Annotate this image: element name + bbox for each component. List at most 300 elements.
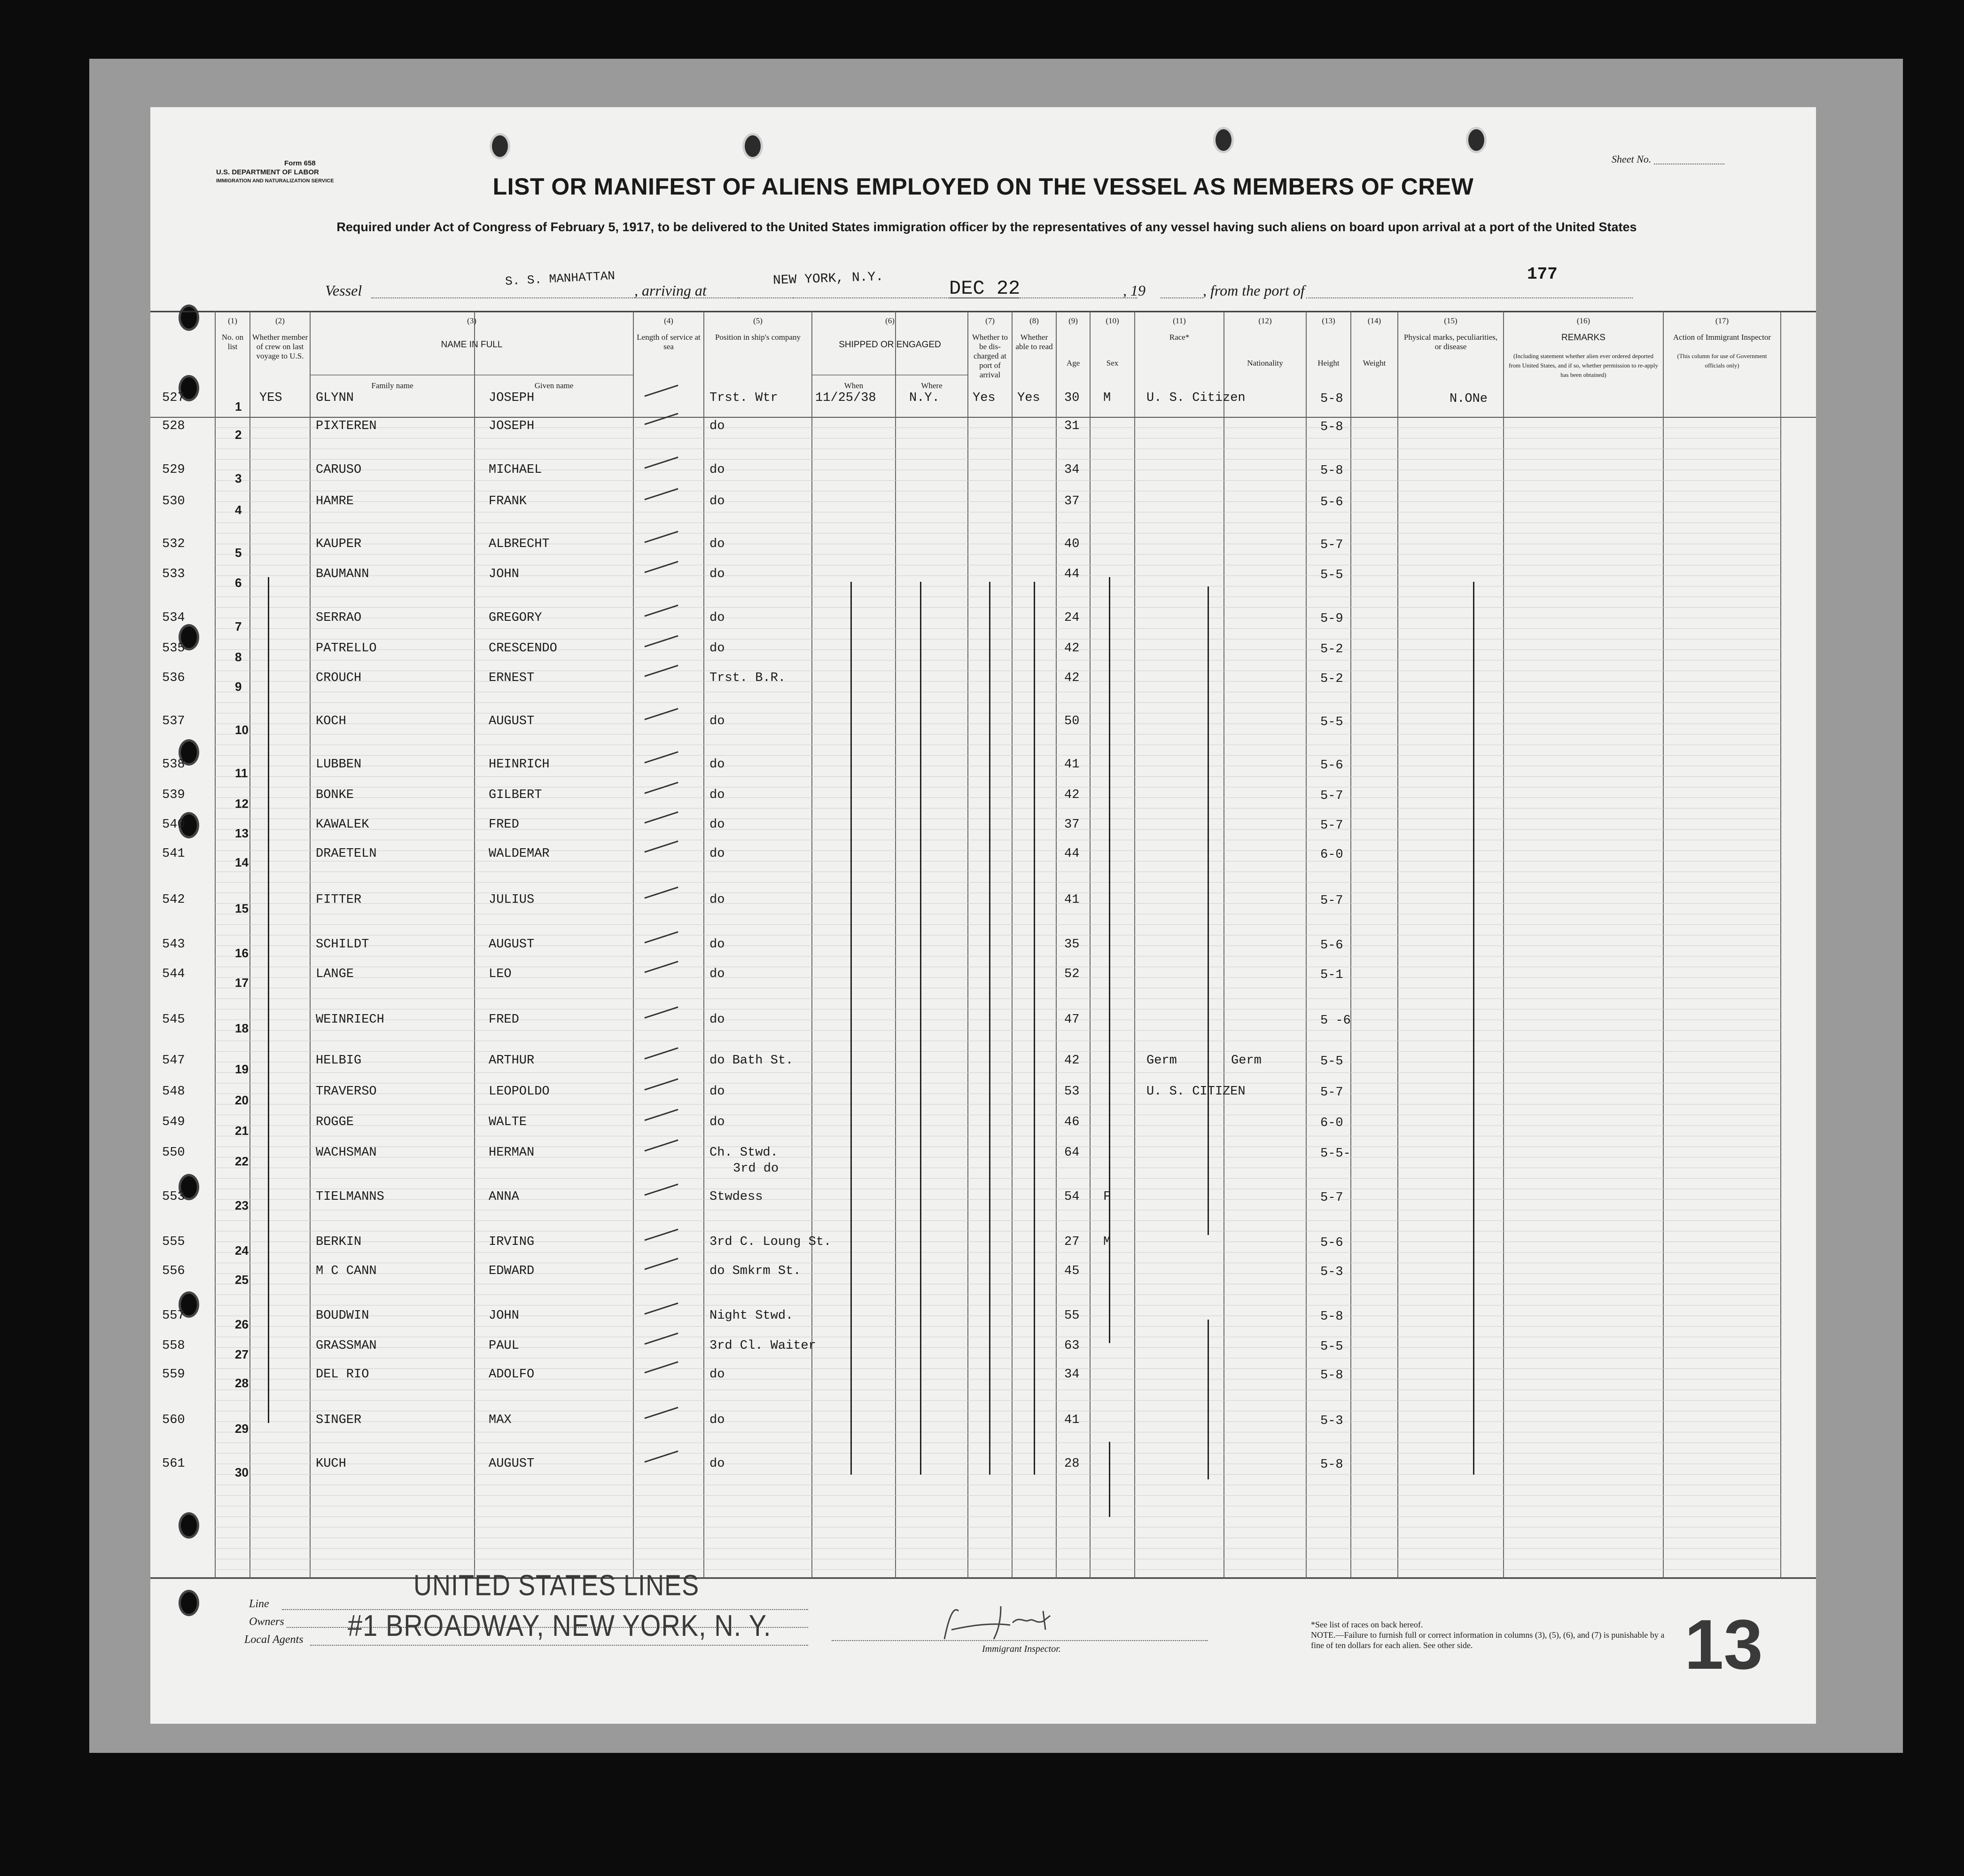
row-number: 20: [235, 1093, 249, 1107]
family-name: GRASSMAN: [316, 1339, 377, 1353]
service-tick-mark: [644, 635, 678, 647]
manifest-sheet: [150, 107, 1816, 1724]
service-name: IMMIGRATION AND NATURALIZATION SERVICE: [216, 178, 334, 184]
vessel-name: S. S. MANHATTAN: [505, 268, 616, 289]
age: 47: [1064, 1013, 1080, 1027]
row-number: 3: [235, 471, 242, 485]
height: 5-5: [1320, 568, 1343, 582]
height: 5-5: [1320, 1055, 1343, 1069]
given-name: JOSEPH: [489, 419, 535, 433]
inspector-label: Immigrant Inspector.: [982, 1644, 1061, 1654]
ship-position: do: [709, 847, 725, 861]
ditto-line: [268, 577, 269, 1423]
column-header: Whether to be dis-charged at port of arrival: [972, 333, 1008, 379]
list-serial-number: 534: [162, 611, 185, 625]
age: 52: [1064, 967, 1080, 981]
ship-position: do: [709, 1115, 725, 1129]
height: 5-6: [1320, 938, 1343, 953]
given-name: GREGORY: [489, 611, 542, 625]
column-header: Whether able to read: [1015, 333, 1053, 351]
height: 5-2: [1320, 642, 1343, 657]
family-name: CARUSO: [316, 463, 362, 477]
family-name: M C CANN: [316, 1264, 377, 1278]
given-name: MICHAEL: [489, 463, 542, 477]
family-name: HELBIG: [316, 1054, 362, 1068]
column-number: (10): [1106, 316, 1119, 325]
column-header: Physical marks, peculiarities, or disease: [1403, 333, 1498, 351]
given-name: FRANK: [489, 494, 527, 508]
ship-position: do: [709, 567, 725, 581]
ship-position: do Bath St.: [709, 1054, 794, 1068]
given-name: WALTE: [489, 1115, 527, 1129]
inspector-field: [832, 1640, 1208, 1641]
list-serial-number: 535: [162, 641, 185, 656]
given-name: FRED: [489, 818, 519, 832]
service-tick-mark: [644, 531, 678, 543]
list-serial-number: 541: [162, 847, 185, 861]
service-tick-mark: [644, 1258, 678, 1270]
family-name: ROGGE: [316, 1115, 354, 1129]
service-tick-mark: [644, 708, 678, 720]
row-number: 22: [235, 1154, 249, 1168]
age: 27: [1064, 1235, 1080, 1249]
family-name: PATRELLO: [316, 641, 377, 656]
given-name: ERNEST: [489, 671, 535, 685]
family-name: HAMRE: [316, 494, 354, 508]
family-name: KAWALEK: [316, 818, 369, 832]
family-name: LUBBEN: [316, 758, 362, 772]
row-number: 27: [235, 1347, 249, 1361]
ditto-line: [920, 582, 921, 1475]
column-header: NAME IN FULL: [441, 340, 503, 350]
row-number: 14: [235, 855, 249, 869]
column-subheader: Where: [921, 381, 943, 390]
service-tick-mark: [644, 1006, 678, 1018]
service-tick-mark: [644, 604, 678, 617]
height: 5-7: [1320, 538, 1343, 552]
family-name: SINGER: [316, 1413, 362, 1427]
age: 54: [1064, 1190, 1080, 1204]
height: 5-5-: [1320, 1147, 1351, 1161]
ditto-line: [1034, 582, 1035, 1475]
family-name: DEL RIO: [316, 1368, 369, 1382]
ditto-line: [989, 582, 990, 1475]
nationality: Germ: [1231, 1054, 1262, 1068]
service-tick-mark: [644, 456, 678, 469]
row-number: 7: [235, 619, 242, 633]
list-serial-number: 545: [162, 1013, 185, 1027]
age: 41: [1064, 1413, 1080, 1427]
vessel-label: Vessel: [325, 282, 362, 299]
ship-position: do: [709, 1368, 725, 1382]
department-name: U.S. DEPARTMENT OF LABOR: [216, 168, 319, 176]
ditto-line: [1208, 1320, 1209, 1479]
row-number: 4: [235, 503, 242, 517]
list-serial-number: 544: [162, 967, 185, 981]
list-serial-number: 529: [162, 463, 185, 477]
service-tick-mark: [644, 931, 678, 943]
column-header: Weight: [1363, 359, 1386, 367]
height: 5-9: [1320, 612, 1343, 626]
height: 5-7: [1320, 819, 1343, 833]
given-name: IRVING: [489, 1235, 535, 1249]
ship-position: do: [709, 818, 725, 832]
penalty-note: NOTE.—Failure to furnish full or correct information in columns (3), (5), (6), and (7) is punishable by a fine of ten dollars for each alien. See other side.: [1311, 1630, 1665, 1650]
age: 46: [1064, 1115, 1080, 1129]
list-serial-number: 543: [162, 938, 185, 952]
column-number: (16): [1576, 316, 1590, 325]
family-name: DRAETELN: [316, 847, 377, 861]
column-header: Action of Immigrant Inspector: [1673, 333, 1771, 342]
ditto-line: [1473, 582, 1474, 1475]
height: 5-8: [1320, 420, 1343, 434]
height: 5-8: [1320, 1458, 1343, 1472]
ship-position: do: [709, 893, 725, 907]
row-number: 17: [235, 976, 249, 990]
ship-position: Night Stwd.: [709, 1309, 794, 1323]
height: 5-5: [1320, 715, 1343, 729]
list-serial-number: 532: [162, 537, 185, 551]
column-number: (1): [228, 316, 237, 325]
family-name: CROUCH: [316, 671, 362, 685]
age: 42: [1064, 641, 1080, 656]
races-note: *See list of races on back hereof.: [1311, 1620, 1423, 1629]
column-number: (9): [1068, 316, 1078, 325]
family-name: FITTER: [316, 893, 362, 907]
column-number: (12): [1258, 316, 1272, 325]
crew-last-voyage: YES: [259, 391, 282, 405]
list-serial-number: 540: [162, 818, 185, 832]
service-tick-mark: [644, 488, 678, 500]
age: 63: [1064, 1339, 1080, 1353]
arriving-label: , arriving at: [634, 282, 707, 299]
row-number: 28: [235, 1376, 249, 1390]
column-number: (7): [985, 316, 995, 325]
given-name: PAUL: [489, 1339, 519, 1353]
row-number: 23: [235, 1198, 249, 1212]
list-serial-number: 549: [162, 1115, 185, 1129]
age: 34: [1064, 463, 1080, 477]
age: 53: [1064, 1085, 1080, 1099]
column-header: Length of service at sea: [637, 333, 701, 351]
ship-position: do: [709, 714, 725, 728]
from-port-label: , from the port of: [1203, 282, 1305, 299]
ditto-line: [1109, 1442, 1110, 1517]
given-name: JULIUS: [489, 893, 535, 907]
ship-position: do: [709, 1013, 725, 1027]
age: 64: [1064, 1146, 1080, 1160]
ditto-line: [850, 582, 852, 1475]
row-number: 11: [235, 766, 248, 780]
row-number: 12: [235, 797, 249, 811]
given-name: HERMAN: [489, 1146, 535, 1160]
ship-position: Stwdess: [709, 1190, 763, 1204]
row-number: 30: [235, 1465, 249, 1479]
ship-position: do: [709, 537, 725, 551]
list-serial-number: 530: [162, 494, 185, 508]
punch-hole: [1466, 127, 1487, 153]
service-tick-mark: [644, 1047, 678, 1059]
ship-position: do: [709, 419, 725, 433]
list-serial-number: 537: [162, 714, 185, 728]
row-number: 13: [235, 826, 249, 840]
family-name: KUCH: [316, 1457, 346, 1471]
age: 42: [1064, 671, 1080, 685]
row-number: 21: [235, 1124, 249, 1138]
ship-position: do Smkrm St.: [709, 1264, 801, 1278]
age: 40: [1064, 537, 1080, 551]
physical-marks: N.ONe: [1450, 392, 1488, 406]
race: Germ: [1146, 1054, 1177, 1068]
ship-position: 3rd C. Loung St.: [709, 1235, 832, 1249]
ship-position: Trst. B.R.: [709, 671, 786, 685]
line-stamp: UNITED STATES LINES: [413, 1569, 700, 1602]
sheet-no-label: Sheet No.: [1612, 153, 1652, 165]
list-serial-number: 559: [162, 1368, 185, 1382]
list-serial-number: 558: [162, 1339, 185, 1353]
column-header: REMARKS: [1561, 333, 1605, 343]
ship-position: Ch. Stwd.: [709, 1146, 778, 1160]
height: 5-8: [1320, 464, 1343, 478]
age: 37: [1064, 494, 1080, 508]
given-name: ARTHUR: [489, 1054, 535, 1068]
age: 44: [1064, 847, 1080, 861]
from-port-value: 177: [1527, 265, 1558, 284]
column-number: (6): [885, 316, 895, 325]
family-name: BOUDWIN: [316, 1309, 369, 1323]
shipped-where: N.Y.: [909, 391, 940, 405]
list-serial-number: 533: [162, 567, 185, 581]
ship-position: 3rd Cl. Waiter: [709, 1339, 816, 1353]
column-header: Sex: [1106, 359, 1119, 367]
family-name: WACHSMAN: [316, 1146, 377, 1160]
family-name: KOCH: [316, 714, 346, 728]
column-header: Age: [1066, 359, 1080, 367]
given-name: CRESCENDO: [489, 641, 557, 656]
height: 5-8: [1320, 1310, 1343, 1324]
service-tick-mark: [644, 751, 678, 763]
punch-hole: [742, 133, 763, 159]
column-number: (4): [664, 316, 673, 325]
local-agents-label: Local Agents: [244, 1634, 304, 1646]
punch-hole: [1213, 127, 1234, 153]
given-name: JOHN: [489, 567, 519, 581]
list-serial-number: 555: [162, 1235, 185, 1249]
column-header: Nationality: [1247, 359, 1283, 367]
age: 42: [1064, 1054, 1080, 1068]
height: 5-8: [1320, 392, 1343, 406]
row-number: 9: [235, 680, 242, 694]
row-number: 15: [235, 901, 249, 915]
punch-hole: [179, 1512, 199, 1539]
service-tick-mark: [644, 782, 678, 794]
height: 5-8: [1320, 1368, 1343, 1383]
family-name: KAUPER: [316, 537, 362, 551]
row-number: 16: [235, 946, 249, 960]
row-number: 5: [235, 546, 242, 560]
row-number: 26: [235, 1317, 249, 1331]
list-serial-number: 550: [162, 1146, 185, 1160]
local-agents-field: [310, 1645, 808, 1646]
service-tick-mark: [644, 1407, 678, 1419]
given-name: AUGUST: [489, 714, 535, 728]
given-name: GILBERT: [489, 788, 542, 802]
service-tick-mark: [644, 1361, 678, 1373]
service-tick-mark: [644, 840, 678, 852]
given-name: ADOLFO: [489, 1368, 535, 1382]
age: 55: [1064, 1309, 1080, 1323]
given-name: EDWARD: [489, 1264, 535, 1278]
ship-position: do: [709, 1413, 725, 1427]
age: 45: [1064, 1264, 1080, 1278]
age: 34: [1064, 1368, 1080, 1382]
age: 28: [1064, 1457, 1080, 1471]
ship-position-line2: 3rd do: [733, 1162, 779, 1176]
owners-label: Owners: [249, 1616, 284, 1628]
age: 44: [1064, 567, 1080, 581]
row-number: 25: [235, 1273, 249, 1287]
service-tick-mark: [644, 1450, 678, 1462]
list-serial-number: 556: [162, 1264, 185, 1278]
service-tick-mark: [644, 811, 678, 823]
from-port-field-line: [1306, 297, 1633, 298]
height: 6-0: [1320, 848, 1343, 862]
line-label: Line: [249, 1598, 269, 1610]
height: 5-6: [1320, 1236, 1343, 1250]
height: 5 -6: [1320, 1014, 1351, 1028]
column-number: (17): [1715, 316, 1729, 325]
height: 5-3: [1320, 1265, 1343, 1279]
list-serial-number: 536: [162, 671, 185, 685]
list-serial-number: 527: [162, 391, 185, 405]
sheet-number-stamp: 13: [1684, 1605, 1763, 1684]
sex: M: [1103, 1235, 1111, 1249]
ship-position: do: [709, 1457, 725, 1471]
column-header: Height: [1317, 359, 1340, 367]
age: 24: [1064, 611, 1080, 625]
ship-position: do: [709, 758, 725, 772]
given-name: AUGUST: [489, 1457, 535, 1471]
row-number: 1: [235, 399, 242, 414]
column-header: Whether member of crew on last voyage to U.S.: [252, 333, 308, 360]
page-title: LIST OR MANIFEST OF ALIENS EMPLOYED ON THE VESSEL AS MEMBERS OF CREW: [492, 173, 1474, 200]
race: U. S. CITIZEN: [1146, 1085, 1246, 1099]
service-tick-mark: [644, 886, 678, 899]
age: 35: [1064, 938, 1080, 952]
age: 37: [1064, 818, 1080, 832]
row-number: 29: [235, 1422, 249, 1436]
service-tick-mark: [644, 1078, 678, 1090]
column-number: (13): [1322, 316, 1335, 325]
height: 6-0: [1320, 1116, 1343, 1130]
year-label: , 19: [1123, 282, 1146, 299]
ship-position: do: [709, 788, 725, 802]
row-number: 19: [235, 1062, 249, 1076]
column-header: Position in ship's company: [715, 333, 801, 342]
service-tick-mark: [644, 1109, 678, 1121]
service-tick-mark: [644, 1183, 678, 1196]
service-tick-mark: [644, 1302, 678, 1314]
given-name: WALDEMAR: [489, 847, 550, 861]
ship-position: do: [709, 463, 725, 477]
footer: [150, 1569, 1816, 1728]
list-serial-number: 560: [162, 1413, 185, 1427]
family-name: TRAVERSO: [316, 1085, 377, 1099]
ship-position: do: [709, 611, 725, 625]
list-serial-number: 548: [162, 1085, 185, 1099]
given-name: JOHN: [489, 1309, 519, 1323]
row-number: 8: [235, 650, 242, 664]
row-number: 2: [235, 428, 242, 442]
ship-position: do: [709, 494, 725, 508]
age: 50: [1064, 714, 1080, 728]
family-name: GLYNN: [316, 391, 354, 405]
family-name: BONKE: [316, 788, 354, 802]
row-number: 24: [235, 1243, 249, 1258]
height: 5-1: [1320, 968, 1343, 982]
row-number: 6: [235, 576, 242, 590]
column-number: (15): [1444, 316, 1457, 325]
column-number: (8): [1029, 316, 1039, 325]
column-number: (5): [753, 316, 763, 325]
shipped-when: 11/25/38: [815, 391, 876, 405]
family-name: LANGE: [316, 967, 354, 981]
given-name: AUGUST: [489, 938, 535, 952]
arriving-port: NEW YORK, N.Y.: [772, 269, 884, 289]
discharged-at-port: Yes: [973, 391, 996, 405]
given-name: LEO: [489, 967, 512, 981]
given-name: JOSEPH: [489, 391, 535, 405]
given-name: LEOPOLDO: [489, 1085, 550, 1099]
height: 5-6: [1320, 758, 1343, 773]
service-tick-mark: [644, 561, 678, 573]
ship-position: do: [709, 1085, 725, 1099]
page-subtitle: Required under Act of Congress of February 5, 1917, to be delivered to the United States immigration officer by the representatives of any vessel having such aliens on board upon arrival at a port of the United States: [336, 220, 1637, 234]
vessel-field-line: [371, 297, 794, 298]
column-subheader: Given name: [534, 381, 574, 390]
race: U. S. Citizen: [1146, 391, 1246, 405]
given-name: FRED: [489, 1013, 519, 1027]
height: 5-7: [1320, 789, 1343, 803]
list-serial-number: 539: [162, 788, 185, 802]
column-header: SHIPPED OR ENGAGED: [839, 340, 941, 350]
column-number: (14): [1367, 316, 1381, 325]
ditto-line: [1109, 577, 1110, 1343]
age: 31: [1064, 419, 1080, 433]
family-name: BERKIN: [316, 1235, 362, 1249]
service-tick-mark: [644, 1139, 678, 1151]
height: 5-7: [1320, 894, 1343, 908]
list-serial-number: 557: [162, 1309, 185, 1323]
column-number: (2): [275, 316, 285, 325]
ship-position: Trst. Wtr: [709, 391, 778, 405]
height: 5-7: [1320, 1086, 1343, 1100]
date-field-line: [949, 297, 1137, 298]
column-subheader: When: [844, 381, 864, 390]
age: 42: [1064, 788, 1080, 802]
column-header-note: (Including statement whether alien ever ordered deported from United States, and if so, whether permission to re-apply has been obtained): [1508, 352, 1659, 378]
column-number: (11): [1173, 316, 1186, 325]
punch-hole: [490, 133, 510, 159]
list-serial-number: 547: [162, 1054, 185, 1068]
service-tick-mark: [644, 1332, 678, 1344]
height: 5-2: [1320, 672, 1343, 686]
row-number: 18: [235, 1021, 249, 1035]
age: 30: [1064, 391, 1080, 405]
sex: M: [1103, 391, 1111, 405]
family-name: SCHILDT: [316, 938, 369, 952]
able-to-read: Yes: [1017, 391, 1040, 405]
